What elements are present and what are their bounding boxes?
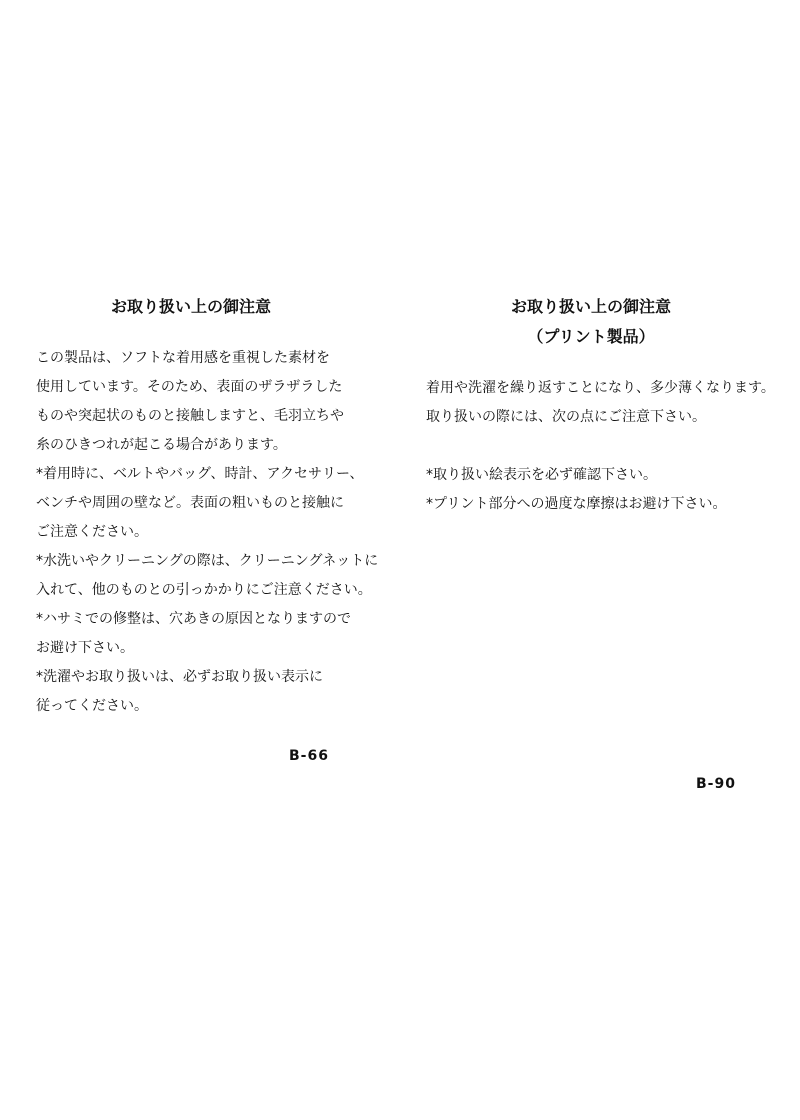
body-line: 入れて、他のものとの引っかかりにご注意ください。 (36, 582, 372, 598)
card-title: お取り扱い上の御注意 (110, 297, 271, 316)
body-line: 従ってください。 (36, 698, 148, 714)
body-line: ものや突起状のものと接触しますと、毛羽立ちや (36, 408, 344, 424)
card-title: お取り扱い上の御注意 (510, 297, 671, 316)
blank-line (426, 432, 776, 461)
body-line: ご注意ください。 (36, 524, 148, 540)
body-line: 取り扱いの際には、次の点にご注意下さい。 (426, 409, 706, 425)
body-line: 着用や洗濯を繰り返すことになり、多少薄くなります。 (426, 380, 775, 396)
body-line: 使用しています。そのため、表面のザラザラした (36, 379, 343, 395)
body-line: *ハサミでの修整は、穴あきの原因となりますので (36, 611, 351, 627)
body-line: *水洗いやクリーニングの際は、クリーニングネットに (36, 553, 379, 569)
care-notice-body (36, 344, 379, 721)
body-line: ベンチや周囲の壁など。表面の粗いものと接触に (36, 495, 344, 511)
body-line: 糸のひきつれが起こる場合があります。 (36, 437, 287, 453)
body-line: *洗濯やお取り扱いは、必ずお取り扱い表示に (36, 669, 323, 685)
body-line: この製品は、ソフトな着用感を重視した素材を (36, 350, 330, 366)
care-notice-card-left (36, 292, 379, 721)
body-line: *プリント部分への過度な摩擦はお避け下さい。 (426, 496, 727, 512)
product-code-right: B-90 (696, 776, 736, 792)
care-notice-body (426, 374, 776, 519)
body-line: お避け下さい。 (36, 640, 134, 656)
body-line: *取り扱い絵表示を必ず確認下さい。 (426, 467, 657, 483)
care-notice-card-right (426, 292, 776, 519)
product-code-left: B-66 (289, 748, 329, 764)
body-line: *着用時に、ベルトやバッグ、時計、アクセサリー、 (36, 466, 364, 482)
card-subtitle: （プリント製品） (527, 327, 655, 346)
